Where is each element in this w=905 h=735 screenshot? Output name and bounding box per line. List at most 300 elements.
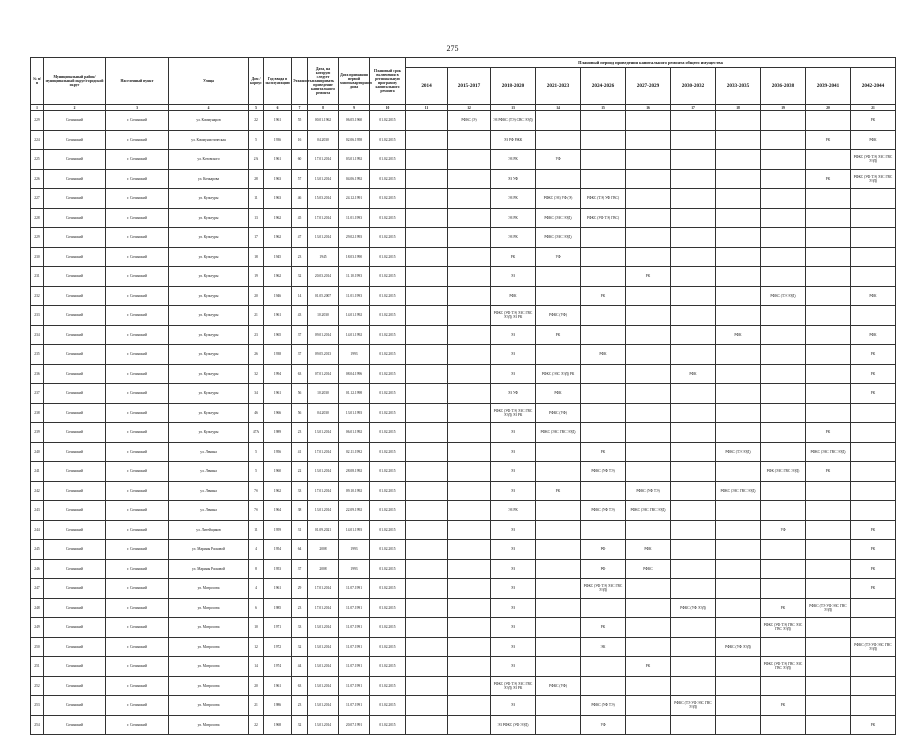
repair-period-cell bbox=[448, 247, 491, 267]
street-cell: ул. Матросова bbox=[169, 618, 249, 638]
row-number: 244 bbox=[31, 520, 44, 540]
repair-period-cell: РФКС (ТЭ УФ ЭЗС ГВС ЭЭД) bbox=[671, 696, 716, 716]
year-header: 2021-2023 bbox=[536, 68, 581, 105]
building-date-cell: 29.02.1993 bbox=[339, 228, 370, 248]
table-row bbox=[31, 403, 896, 423]
repair-period-cell bbox=[716, 189, 761, 209]
repair-period-cell: РФКС (УФ ТЭ) ГВС) bbox=[581, 208, 626, 228]
settlement-cell: г. Сочинский bbox=[106, 559, 169, 579]
house-cell: 23 bbox=[249, 325, 264, 345]
inclusion-date-cell: 01.02.2015 bbox=[370, 637, 406, 657]
column-number: 14 bbox=[536, 105, 581, 111]
floors-cell: 29 bbox=[292, 579, 308, 599]
year-built-cell: 1968 bbox=[264, 715, 292, 735]
row-number: 229 bbox=[31, 228, 44, 248]
repair-period-cell: ЭЗ РК bbox=[491, 228, 536, 248]
inclusion-date-cell: 01.02.2015 bbox=[370, 442, 406, 462]
repair-period-cell bbox=[448, 696, 491, 716]
repair-period-cell bbox=[761, 559, 806, 579]
repair-period-cell bbox=[806, 696, 851, 716]
house-cell: 10 bbox=[249, 618, 264, 638]
repair-period-cell: РФК bbox=[491, 286, 536, 306]
building-date-cell: 09.10.1992 bbox=[339, 481, 370, 501]
repair-period-cell bbox=[536, 462, 581, 482]
repair-period-cell: РФКС (УФ ТЭ) ГВС ЭЗС ГВС ЭЭД) bbox=[761, 657, 806, 677]
repair-period-cell bbox=[851, 228, 896, 248]
repair-period-cell bbox=[626, 579, 671, 599]
repair-period-cell bbox=[806, 540, 851, 560]
privatization-date-cell: 13.01.2014 bbox=[308, 501, 339, 521]
table-row bbox=[31, 559, 896, 579]
repair-period-cell: РФКС (ЭЗС ЭЭД) bbox=[536, 208, 581, 228]
repair-period-cell bbox=[448, 559, 491, 579]
repair-period-cell bbox=[716, 598, 761, 618]
municipality-cell: Сочинский bbox=[44, 325, 106, 345]
repair-period-cell bbox=[626, 150, 671, 170]
municipality-cell: Сочинский bbox=[44, 247, 106, 267]
floors-cell: 44 bbox=[292, 657, 308, 677]
repair-period-cell bbox=[671, 306, 716, 326]
repair-period-cell bbox=[536, 637, 581, 657]
repair-period-cell bbox=[761, 228, 806, 248]
repair-period-cell bbox=[761, 501, 806, 521]
street-cell: ул. Культуры bbox=[169, 403, 249, 423]
repair-period-cell bbox=[806, 481, 851, 501]
street-cell: ул. Кочкарова bbox=[169, 169, 249, 189]
repair-period-cell bbox=[671, 267, 716, 287]
repair-period-cell bbox=[716, 247, 761, 267]
municipality-cell: Сочинский bbox=[44, 189, 106, 209]
inclusion-date-cell: 01.02.2015 bbox=[370, 598, 406, 618]
repair-period-cell bbox=[761, 637, 806, 657]
table-row bbox=[31, 696, 896, 716]
table-row bbox=[31, 637, 896, 657]
inclusion-date-cell: 01.02.2015 bbox=[370, 267, 406, 287]
repair-period-cell bbox=[406, 286, 448, 306]
repair-period-cell bbox=[671, 579, 716, 599]
repair-period-cell bbox=[448, 657, 491, 677]
municipality-cell: Сочинский bbox=[44, 657, 106, 677]
settlement-cell: г. Сочинский bbox=[106, 325, 169, 345]
repair-period-cell: ЭЗ bbox=[491, 579, 536, 599]
repair-period-cell: ЭЗ bbox=[491, 364, 536, 384]
repair-period-cell bbox=[626, 637, 671, 657]
repair-period-cell: РК bbox=[851, 364, 896, 384]
repair-period-cell: РК bbox=[491, 247, 536, 267]
table-row bbox=[31, 598, 896, 618]
repair-period-cell bbox=[536, 286, 581, 306]
municipality-cell: Сочинский bbox=[44, 637, 106, 657]
repair-period-cell bbox=[406, 559, 448, 579]
column-number: 12 bbox=[448, 105, 491, 111]
year-built-cell: 1961 bbox=[264, 111, 292, 131]
repair-period-cell bbox=[761, 481, 806, 501]
repair-period-cell bbox=[448, 364, 491, 384]
column-number: 15 bbox=[581, 105, 626, 111]
year-built-cell: 1961 bbox=[264, 306, 292, 326]
repair-period-cell: РК bbox=[581, 618, 626, 638]
repair-period-cell bbox=[406, 169, 448, 189]
privatization-date-cell: 13.01.2014 bbox=[308, 715, 339, 735]
street-cell: ул. Матросова bbox=[169, 715, 249, 735]
repair-period-cell bbox=[671, 559, 716, 579]
inclusion-date-cell: 01.02.2015 bbox=[370, 559, 406, 579]
settlement-cell: г. Сочинский bbox=[106, 618, 169, 638]
year-built-cell: 1974 bbox=[264, 657, 292, 677]
repair-period-cell bbox=[851, 676, 896, 696]
repair-period-cell: РК bbox=[806, 462, 851, 482]
street-cell: ул. Культуры bbox=[169, 247, 249, 267]
repair-period-cell bbox=[806, 267, 851, 287]
repair-period-cell bbox=[448, 481, 491, 501]
row-number: 224 bbox=[31, 130, 44, 150]
privatization-date-cell: 17.01.2014 bbox=[308, 208, 339, 228]
municipality-cell: Сочинский bbox=[44, 150, 106, 170]
repair-period-cell bbox=[626, 189, 671, 209]
street-cell: ул. Котовского bbox=[169, 150, 249, 170]
repair-period-cell bbox=[581, 228, 626, 248]
year-built-cell: 1964 bbox=[264, 501, 292, 521]
street-cell: ул. Марины Расковой bbox=[169, 540, 249, 560]
repair-period-cell bbox=[448, 423, 491, 443]
privatization-date-cell: 09.05.2013 bbox=[308, 345, 339, 365]
repair-period-cell bbox=[851, 696, 896, 716]
repair-period-cell bbox=[581, 676, 626, 696]
settlement-cell: г. Сочинский bbox=[106, 364, 169, 384]
municipality-cell: Сочинский bbox=[44, 442, 106, 462]
table-row bbox=[31, 657, 896, 677]
repair-period-cell: РФК bbox=[851, 325, 896, 345]
repair-period-cell: УФ bbox=[536, 247, 581, 267]
repair-period-cell bbox=[581, 306, 626, 326]
settlement-cell: г. Сочинский bbox=[106, 696, 169, 716]
settlement-cell: г. Сочинский bbox=[106, 169, 169, 189]
repair-period-cell bbox=[448, 579, 491, 599]
repair-period-cell bbox=[671, 462, 716, 482]
header-privatization-date: Дата, на которую следует планировать проведение капитального ремонта bbox=[308, 58, 339, 105]
repair-period-cell bbox=[406, 150, 448, 170]
table-row bbox=[31, 208, 896, 228]
table-row bbox=[31, 618, 896, 638]
repair-period-cell: РФ bbox=[581, 540, 626, 560]
floors-cell: 32 bbox=[292, 715, 308, 735]
repair-period-cell bbox=[406, 696, 448, 716]
table-row bbox=[31, 481, 896, 501]
repair-period-cell bbox=[581, 150, 626, 170]
repair-period-cell bbox=[448, 306, 491, 326]
house-cell: 20 bbox=[249, 286, 264, 306]
column-number: 6 bbox=[264, 105, 292, 111]
repair-period-cell bbox=[716, 657, 761, 677]
repair-period-cell bbox=[581, 111, 626, 131]
repair-period-cell bbox=[761, 442, 806, 462]
street-cell: ул. Матросова bbox=[169, 598, 249, 618]
municipality-cell: Сочинский bbox=[44, 208, 106, 228]
floors-cell: 41 bbox=[292, 442, 308, 462]
column-number: 1 bbox=[31, 105, 44, 111]
repair-period-cell: РК bbox=[806, 169, 851, 189]
building-date-cell: 11.07.1991 bbox=[339, 676, 370, 696]
table-body bbox=[31, 111, 896, 735]
repair-period-cell: ЭЗ bbox=[491, 540, 536, 560]
repair-period-cell bbox=[806, 618, 851, 638]
repair-period-cell bbox=[626, 286, 671, 306]
building-date-cell: 11.10.1993 bbox=[339, 267, 370, 287]
repair-period-cell: РК bbox=[851, 111, 896, 131]
repair-period-cell bbox=[626, 403, 671, 423]
repair-period-cell bbox=[406, 462, 448, 482]
repair-period-cell: РФКС (УФ ТЭ) ЭЗС ГВС ЭЭД) bbox=[851, 169, 896, 189]
house-cell: 20 bbox=[249, 676, 264, 696]
repair-period-cell bbox=[406, 345, 448, 365]
repair-period-cell bbox=[761, 384, 806, 404]
building-date-cell: 28.08.1992 bbox=[339, 462, 370, 482]
year-built-cell: 1960 bbox=[264, 462, 292, 482]
repair-period-cell bbox=[851, 657, 896, 677]
street-cell: ул. Матросова bbox=[169, 657, 249, 677]
repair-period-cell: ЭЗ bbox=[491, 696, 536, 716]
repair-period-cell bbox=[448, 208, 491, 228]
settlement-cell: г. Сочинский bbox=[106, 247, 169, 267]
repair-period-cell: РФКС (ЭЗ) УФ (Э) bbox=[536, 189, 581, 209]
repair-period-cell bbox=[626, 423, 671, 443]
repair-period-cell bbox=[806, 286, 851, 306]
repair-period-cell bbox=[671, 384, 716, 404]
repair-period-cell: РК bbox=[536, 325, 581, 345]
repair-period-cell bbox=[406, 481, 448, 501]
repair-period-cell bbox=[716, 130, 761, 150]
repair-period-cell bbox=[406, 520, 448, 540]
column-number: 11 bbox=[406, 105, 448, 111]
repair-period-cell bbox=[851, 403, 896, 423]
repair-period-cell: ЭЗ bbox=[491, 520, 536, 540]
row-number: 245 bbox=[31, 540, 44, 560]
table-row bbox=[31, 286, 896, 306]
repair-period-cell bbox=[406, 423, 448, 443]
repair-period-cell bbox=[851, 598, 896, 618]
repair-period-cell bbox=[716, 384, 761, 404]
repair-period-cell bbox=[716, 501, 761, 521]
column-number: 3 bbox=[106, 105, 169, 111]
inclusion-date-cell: 01.02.2015 bbox=[370, 657, 406, 677]
municipality-cell: Сочинский bbox=[44, 715, 106, 735]
column-number: 9 bbox=[339, 105, 370, 111]
house-cell: 21 bbox=[249, 696, 264, 716]
header-street: Улица bbox=[169, 58, 249, 105]
repair-period-cell: РК bbox=[536, 481, 581, 501]
building-date-cell: 06.05.1960 bbox=[339, 111, 370, 131]
house-cell: 17 bbox=[249, 228, 264, 248]
privatization-date-cell: 13.01.2014 bbox=[308, 696, 339, 716]
municipality-cell: Сочинский bbox=[44, 384, 106, 404]
floors-cell: 56 bbox=[292, 403, 308, 423]
repair-period-cell bbox=[448, 676, 491, 696]
repair-period-cell bbox=[406, 540, 448, 560]
repair-period-cell bbox=[406, 228, 448, 248]
column-number: 19 bbox=[761, 105, 806, 111]
repair-period-cell bbox=[671, 286, 716, 306]
street-cell: ул. Культуры bbox=[169, 306, 249, 326]
year-header: 2036-2038 bbox=[761, 68, 806, 105]
inclusion-date-cell: 01.02.2015 bbox=[370, 520, 406, 540]
building-date-cell: 08.04.1996 bbox=[339, 364, 370, 384]
repair-period-cell: РФКС (УФ) bbox=[536, 403, 581, 423]
repair-period-cell bbox=[806, 384, 851, 404]
municipality-cell: Сочинский bbox=[44, 501, 106, 521]
repair-period-cell bbox=[761, 403, 806, 423]
table-row bbox=[31, 579, 896, 599]
repair-period-cell bbox=[716, 267, 761, 287]
year-built-cell: 1938 bbox=[264, 345, 292, 365]
column-number: 5 bbox=[249, 105, 264, 111]
repair-period-cell bbox=[761, 325, 806, 345]
repair-period-cell bbox=[671, 325, 716, 345]
table-row bbox=[31, 228, 896, 248]
repair-period-cell: ЭЗ bbox=[491, 423, 536, 443]
repair-period-cell: РФКС (ТЭ ЭЭД) bbox=[716, 442, 761, 462]
building-date-cell: 14.01.1992 bbox=[339, 306, 370, 326]
street-cell: ул. Культуры bbox=[169, 267, 249, 287]
repair-period-cell: УФ bbox=[761, 520, 806, 540]
repair-period-cell: ЭЗ РК bbox=[491, 208, 536, 228]
column-number: 17 bbox=[671, 105, 716, 111]
privatization-date-cell: 13.01.2014 bbox=[308, 462, 339, 482]
house-cell: 5 bbox=[249, 462, 264, 482]
repair-period-cell bbox=[626, 696, 671, 716]
repair-period-cell bbox=[448, 598, 491, 618]
repair-period-cell bbox=[851, 501, 896, 521]
repair-period-cell bbox=[806, 403, 851, 423]
table-row bbox=[31, 520, 896, 540]
table-row bbox=[31, 325, 896, 345]
repair-period-cell bbox=[671, 540, 716, 560]
column-number: 10 bbox=[370, 105, 406, 111]
column-number: 4 bbox=[169, 105, 249, 111]
repair-period-cell bbox=[851, 442, 896, 462]
privatization-date-cell: 20.03.2014 bbox=[308, 267, 339, 287]
building-date-cell: 11.07.1991 bbox=[339, 696, 370, 716]
floors-cell: 37 bbox=[292, 325, 308, 345]
header-settlement: Населенный пункт bbox=[106, 58, 169, 105]
repair-period-cell: РФКС (УФ ТЭ) ГВС ЭЗС ГВС ЭЭД) bbox=[761, 618, 806, 638]
repair-period-cell: РФКС (ТЭ) УФ ГВС) bbox=[581, 189, 626, 209]
floors-cell: 32 bbox=[292, 267, 308, 287]
repair-period-cell bbox=[716, 579, 761, 599]
repair-period-cell bbox=[406, 676, 448, 696]
repair-period-cell bbox=[761, 306, 806, 326]
repair-period-cell bbox=[716, 462, 761, 482]
year-header: 2042-2044 bbox=[851, 68, 896, 105]
house-cell: 46 bbox=[249, 403, 264, 423]
repair-period-cell bbox=[761, 345, 806, 365]
building-date-cell: 1993 bbox=[339, 540, 370, 560]
inclusion-date-cell: 01.02.2015 bbox=[370, 501, 406, 521]
repair-period-cell: ЭЗ УФ bbox=[491, 384, 536, 404]
year-built-cell: 1965 bbox=[264, 325, 292, 345]
privatization-date-cell: 04.2030 bbox=[308, 403, 339, 423]
repair-period-cell bbox=[536, 657, 581, 677]
repair-period-cell bbox=[448, 618, 491, 638]
repair-period-cell bbox=[626, 715, 671, 735]
house-cell: 12 bbox=[249, 637, 264, 657]
row-number: 246 bbox=[31, 559, 44, 579]
table-row bbox=[31, 169, 896, 189]
repair-period-cell bbox=[448, 540, 491, 560]
repair-period-cell bbox=[806, 364, 851, 384]
row-number: 249 bbox=[31, 618, 44, 638]
repair-period-cell bbox=[851, 247, 896, 267]
street-cell: ул. Культуры bbox=[169, 208, 249, 228]
header-inclusion-date: Плановый срок включения в региональную программу капитального ремонта bbox=[370, 58, 406, 105]
repair-period-cell bbox=[716, 618, 761, 638]
repair-period-cell bbox=[671, 228, 716, 248]
building-date-cell: 14.01.1993 bbox=[339, 520, 370, 540]
row-number: 242 bbox=[31, 481, 44, 501]
repair-period-cell bbox=[448, 345, 491, 365]
inclusion-date-cell: 01.02.2015 bbox=[370, 462, 406, 482]
repair-period-cell: РФКС (ЭЗС ГВС ЭЭД) bbox=[626, 501, 671, 521]
year-built-cell: 1985 bbox=[264, 598, 292, 618]
repair-period-cell bbox=[406, 442, 448, 462]
inclusion-date-cell: 01.02.2015 bbox=[370, 286, 406, 306]
repair-period-cell: РФКС (ЭЗС ГВС ЭЭД) bbox=[716, 481, 761, 501]
repair-period-cell bbox=[851, 618, 896, 638]
table-row bbox=[31, 462, 896, 482]
floors-cell: 23 bbox=[292, 696, 308, 716]
repair-period-cell bbox=[448, 169, 491, 189]
inclusion-date-cell: 01.02.2015 bbox=[370, 189, 406, 209]
building-date-cell: 1993 bbox=[339, 559, 370, 579]
column-number: 18 bbox=[716, 105, 761, 111]
repair-period-cell bbox=[851, 189, 896, 209]
repair-period-cell bbox=[761, 579, 806, 599]
repair-period-cell bbox=[716, 676, 761, 696]
street-cell: ул. Матросова bbox=[169, 579, 249, 599]
repair-period-cell bbox=[406, 111, 448, 131]
settlement-cell: г. Сочинский bbox=[106, 540, 169, 560]
repair-period-cell bbox=[806, 501, 851, 521]
column-number: 13 bbox=[491, 105, 536, 111]
row-number: 228 bbox=[31, 208, 44, 228]
repair-period-cell bbox=[851, 306, 896, 326]
privatization-date-cell: 17.01.2014 bbox=[308, 442, 339, 462]
privatization-date-cell: 2008 bbox=[308, 559, 339, 579]
street-cell: ул. Ленина bbox=[169, 442, 249, 462]
table-row bbox=[31, 364, 896, 384]
building-date-cell: 20.07.1991 bbox=[339, 715, 370, 735]
year-header: 2024-2026 bbox=[581, 68, 626, 105]
municipality-cell: Сочинский bbox=[44, 423, 106, 443]
table-row bbox=[31, 715, 896, 735]
inclusion-date-cell: 01.02.2015 bbox=[370, 345, 406, 365]
repair-period-cell bbox=[581, 247, 626, 267]
street-cell: ул. Культуры bbox=[169, 286, 249, 306]
street-cell: ул. Культуры bbox=[169, 345, 249, 365]
repair-period-cell: РК bbox=[851, 559, 896, 579]
repair-period-cell bbox=[536, 696, 581, 716]
year-built-cell: 1945 bbox=[264, 247, 292, 267]
column-number: 7 bbox=[292, 105, 308, 111]
repair-period-cell: РФКС (УФ) bbox=[536, 306, 581, 326]
settlement-cell: г. Сочинский bbox=[106, 442, 169, 462]
year-built-cell: 1986 bbox=[264, 696, 292, 716]
floors-cell: 32 bbox=[292, 637, 308, 657]
repair-period-cell bbox=[536, 520, 581, 540]
repair-period-cell: РФК bbox=[716, 325, 761, 345]
table-row bbox=[31, 423, 896, 443]
repair-period-cell bbox=[626, 169, 671, 189]
building-date-cell: 11.07.1991 bbox=[339, 637, 370, 657]
